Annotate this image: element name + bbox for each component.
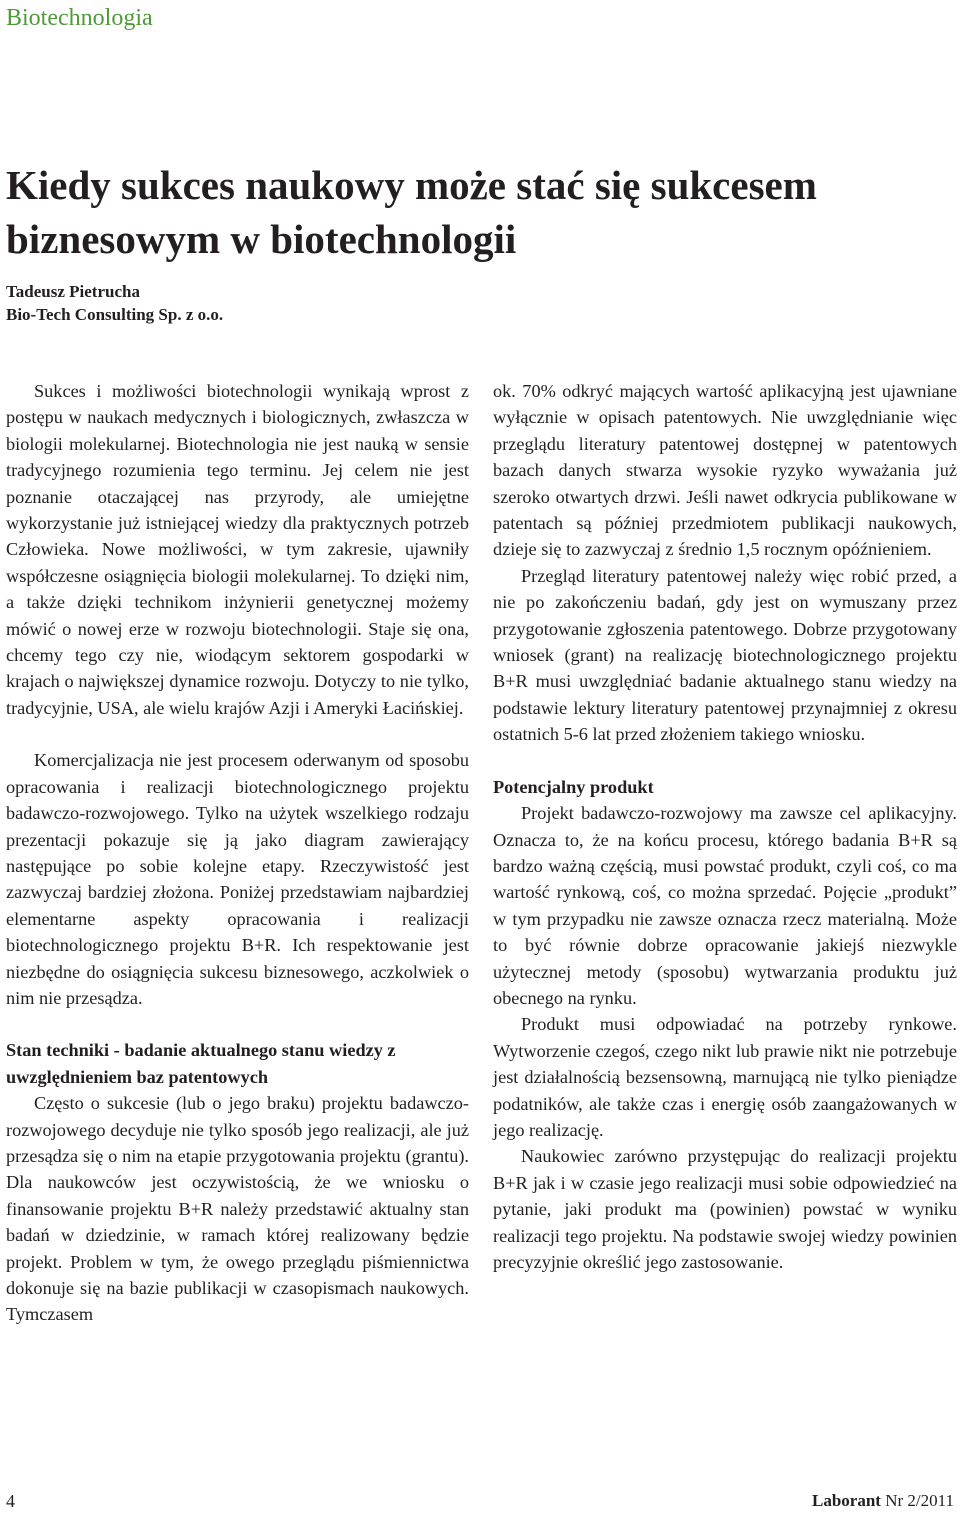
paragraph: Przegląd literatury patentowej należy więc robić przed, a nie po zakończeniu badań, gdy jest on wymuszany przez przygotowanie zgłoszenia patentowego. Dobrze przygotowany wniosek (grant) na realizację biotechnologicznego projektu B+R musi uwzględniać badanie aktualnego stanu wiedzy na podstawie lektury literatury patentowej przynajmniej z okresu ostatnich 5-6 lat przed złożeniem takiego wniosku. bbox=[493, 565, 957, 745]
paragraph: Często o sukcesie (lub o jego braku) projektu badawczo-rozwojowego decyduje nie tylko sposób jego realizacji, ale już przesądza się o nim na etapie przygotowania projektu (grantu). Dla naukowców jest oczywistością, że we wniosku o finansowanie projektu B+R należy przedstawić aktualny stan badań w dziedzinie, w ramach której realizowany będzie projekt. Problem w tym, że owego przeglądu piśmiennictwa dokonuje się na bazie publikacji w czasopismach naukowych. Tymczasem bbox=[6, 1093, 469, 1325]
journal-name: Laborant bbox=[812, 1491, 881, 1510]
paragraph: Naukowiec zarówno przystępując do realizacji projektu B+R jak i w czasie jego realizacji musi sobie odpowiedzieć na pytanie, jaki produkt ma (powinien) powstać w wyniku realizacji tego projektu. Na podstawie swojej wiedzy powinien precyzyjnie określić jego zastosowanie. bbox=[493, 1146, 957, 1272]
paragraph: Projekt badawczo-rozwojowy ma zawsze cel aplikacyjny. Oznacza to, że na końcu procesu, którego badania B+R są bardzo ważną częścią, musi powstać produkt, czyli coś, co ma wartość rynkową, coś, co można sprzedać. Pojęcie „produkt” w tym przypadku nie zawsze oznacza rzecz materialną. Może to być równie dobrze opracowanie jakiejś niezwykle użytecznej metody (sposobu) wytwarzania produktu już obecnego na rynku. bbox=[493, 803, 957, 1008]
issue-number: Nr 2/2011 bbox=[885, 1491, 954, 1510]
author-affiliation: Bio-Tech Consulting Sp. z o.o. bbox=[6, 305, 224, 324]
title-line-1: Kiedy sukces naukowy może stać się sukcesem bbox=[6, 162, 817, 208]
paragraph: Sukces i możliwości biotechnologii wynikają wprost z postępu w naukach medycznych i biologicznych, zwłaszcza w biologii molekularnej. Biotechnologia nie jest nauką w sensie tradycyjnego rozumienia tego terminu. Jej celem nie jest poznanie otaczającej nas przyrody, ale umiejętne wykorzystanie już istniejącej wiedzy dla praktycznych potrzeb Człowieka. Nowe możliwości, w tym zakresie, ujawniły współczesne osiągnięcia biologii molekularnej. To dzięki nim, a także dzięki technikom inżynierii genetycznej możemy mówić o nowej erze w rozwoju biotechnologii. Staje się ona, chcemy tego czy nie, wiodącym sektorem gospodarki w krajach o największej dynamice rozwoju. Dotyczy to nie tylko, tradycyjnie, USA, ale wielu krajów Azji i Ameryki Łacińskiej. bbox=[6, 381, 469, 718]
paragraph: Komercjalizacja nie jest procesem oderwanym od sposobu opracowania i realizacji biotechnologicznego projektu badawczo-rozwojowego. Tylko na użytek wszelkiego rodzaju prezentacji pokazuje się ją jako diagram zawierający następujące po sobie kolejne etapy. Rzeczywistość jest zazwyczaj bardziej złożona. Poniżej przedstawiam najbardziej elementarne aspekty opracowania i realizacji biotechnologicznego projektu B+R. Ich respektowanie jest niezbędne do osiągnięcia sukcesu biznesowego, aczkolwiek o nim nie przesądza. bbox=[6, 750, 469, 1008]
journal-issue bbox=[812, 1490, 954, 1512]
section-label: Biotechnologia bbox=[6, 5, 153, 31]
paragraph: Produkt musi odpowiadać na potrzeby rynkowe. Wytworzenie czegoś, czego nikt lub prawie nikt nie potrzebuje jest działalnością bezsensowną, marnującą nie tylko pieniądze podatników, ale także czas i energię osób zaangażowanych w jego realizację. bbox=[493, 1014, 957, 1140]
title-line-2: biznesowym w biotechnologii bbox=[6, 216, 517, 262]
section-heading: Stan techniki - badanie aktualnego stanu wiedzy z uwzględnieniem baz patentowych bbox=[6, 1040, 396, 1087]
section-heading: Potencjalny produkt bbox=[493, 776, 654, 797]
author-block bbox=[6, 280, 223, 326]
page-number: 4 bbox=[6, 1491, 15, 1511]
paragraph: ok. 70% odkryć mających wartość aplikacyjną jest ujawniane wyłącznie w opisach patentowych. Nie uwzględnianie więc przeglądu literatury patentowej dostępnej w patentowych bazach danych stwarza wysokie ryzyko wyważania już szeroko otwartych drzwi. Jeśli nawet odkrycia publikowane w patentach są później przedmiotem publikacji naukowych, dzieje się to zazwyczaj z średnio 1,5 rocznym opóźnieniem. bbox=[493, 381, 957, 560]
left-column bbox=[6, 378, 469, 1328]
author-name: Tadeusz Pietrucha bbox=[6, 282, 140, 301]
right-column bbox=[493, 378, 957, 1275]
article-title bbox=[6, 158, 946, 266]
